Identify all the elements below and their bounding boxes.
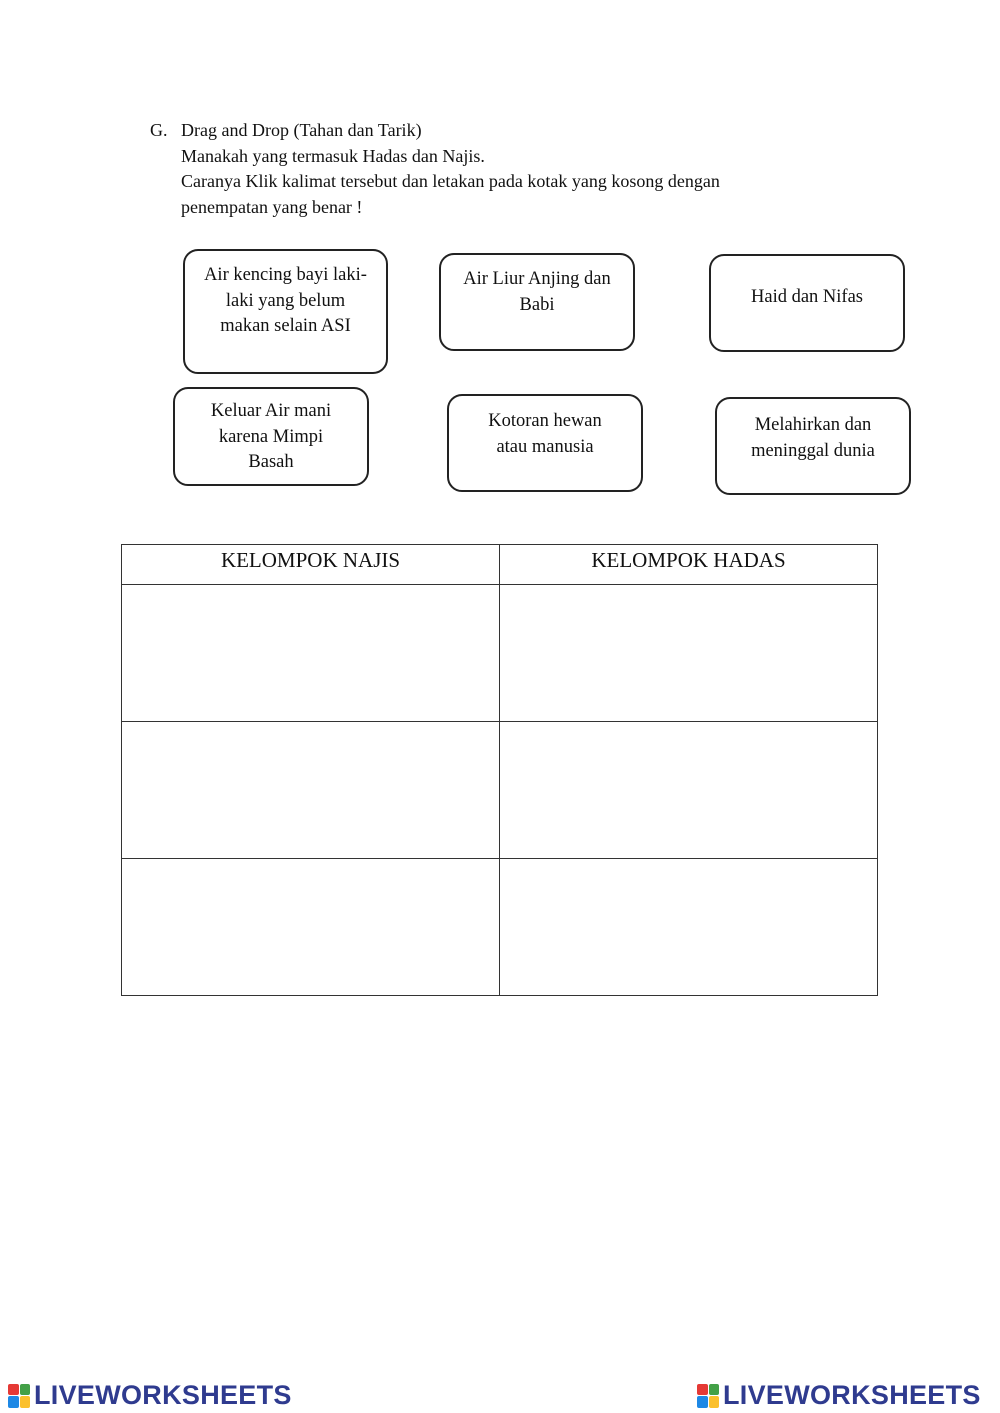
drag-card-label: Air kencing bayi laki-laki yang belum makan selain ASI: [204, 265, 367, 336]
liveworksheets-logo-icon: [697, 1384, 719, 1408]
header-kelompok-najis: KELOMPOK NAJIS: [122, 545, 500, 585]
instruction-line-how-cont: penempatan yang benar !: [181, 196, 363, 217]
drop-zone-najis-3[interactable]: [122, 859, 500, 996]
footer-logo-right: [697, 1380, 981, 1411]
footer-logo-text: LIVEWORKSHEETS: [723, 1380, 981, 1410]
drag-card-air-liur-anjing[interactable]: [439, 253, 635, 351]
drop-zone-najis-1[interactable]: [122, 585, 500, 722]
question-marker: G.: [150, 120, 168, 140]
drop-zone-hadas-2[interactable]: [500, 722, 878, 859]
instructions: [150, 118, 720, 220]
drag-card-label: Keluar Air mani karena Mimpi Basah: [210, 401, 332, 472]
instruction-line-question: Manakah yang termasuk Hadas dan Najis.: [181, 145, 485, 166]
drag-card-label: Air Liur Anjing dan Babi: [463, 269, 611, 315]
drag-card-label: Melahirkan dan meninggal dunia: [751, 415, 875, 461]
drag-card-haid-nifas[interactable]: [709, 254, 905, 352]
drag-card-keluar-air-mani[interactable]: [173, 387, 369, 486]
instruction-line-how: Caranya Klik kalimat tersebut dan letakan pada kotak yang kosong dengan: [181, 171, 720, 191]
drag-card-air-kencing-bayi[interactable]: [183, 249, 388, 374]
header-kelompok-hadas: KELOMPOK HADAS: [500, 545, 878, 585]
drop-zone-najis-2[interactable]: [122, 722, 500, 859]
drop-zone-hadas-1[interactable]: [500, 585, 878, 722]
instruction-line-title: Drag and Drop (Tahan dan Tarik): [181, 120, 422, 140]
drag-card-label: Haid dan Nifas: [751, 287, 863, 307]
drag-card-label: Kotoran hewan atau manusia: [488, 411, 602, 457]
drag-card-melahirkan[interactable]: [715, 397, 911, 495]
drag-card-kotoran[interactable]: [447, 394, 643, 492]
grouping-table: [121, 544, 878, 996]
footer-logo-left: [8, 1380, 292, 1411]
liveworksheets-logo-icon: [8, 1384, 30, 1408]
drop-zone-hadas-3[interactable]: [500, 859, 878, 996]
footer-logo-text: LIVEWORKSHEETS: [34, 1380, 292, 1410]
